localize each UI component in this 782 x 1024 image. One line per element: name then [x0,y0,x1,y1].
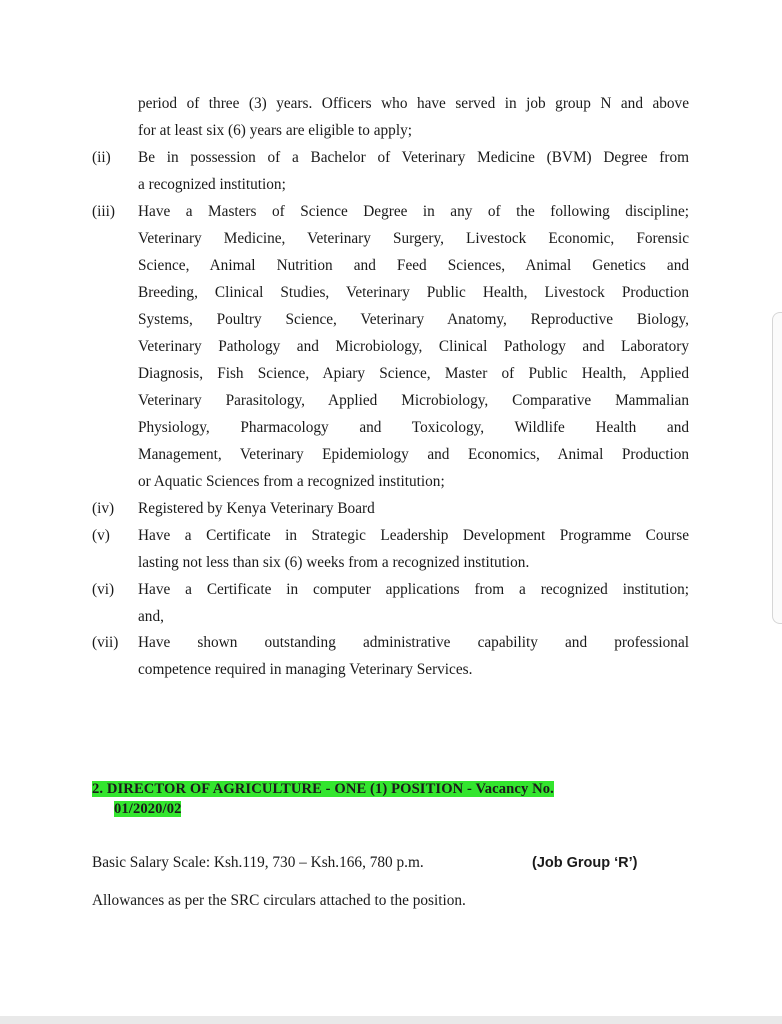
item-ii-line-1: Be in possession of a Bachelor of Veterinary Medicine (BVM) Degree from [138,149,689,166]
item-number-iii: (iii) [92,203,115,220]
section-heading-cont [114,799,181,819]
item-iii-line-3: Science, Animal Nutrition and Feed Sciences, Animal Genetics and [138,257,689,274]
basic-salary-scale: Basic Salary Scale: Ksh.119, 730 – Ksh.166, 780 p.m. [92,854,424,871]
item-v-line-2: lasting not less than six (6) weeks from a recognized institution. [138,554,530,571]
item-iii-line-2: Veterinary Medicine, Veterinary Surgery, Livestock Economic, Forensic [138,230,689,247]
item-number-v: (v) [92,527,110,544]
item-vii-line-2: competence required in managing Veterinary Services. [138,661,473,678]
item-iii-line-1: Have a Masters of Science Degree in any of the following discipline; [138,203,689,220]
item-iii-line-5: Systems, Poultry Science, Veterinary Anatomy, Reproductive Biology, [138,311,689,328]
item-iv-line-1: Registered by Kenya Veterinary Board [138,500,375,517]
item-ii-line-2: a recognized institution; [138,176,286,193]
bottom-edge [0,1016,782,1024]
item-number-vii: (vii) [92,634,119,651]
item-vi-line-2: and, [138,608,164,625]
section-heading [92,779,554,799]
item-iii-line-8: Veterinary Parasitology, Applied Microbiology, Comparative Mammalian [138,392,689,409]
item-vii-line-1: Have shown outstanding administrative capability and professional [138,634,689,651]
item-iii-line-7: Diagnosis, Fish Science, Apiary Science, Master of Public Health, Applied [138,365,689,382]
item-number-ii: (ii) [92,149,111,166]
job-group-label: (Job Group ‘R’) [532,855,638,871]
item-iii-line-9: Physiology, Pharmacology and Toxicology, Wildlife Health and [138,419,689,436]
item-iii-line-6: Veterinary Pathology and Microbiology, Clinical Pathology and Laboratory [138,338,689,355]
item-iii-line-10: Management, Veterinary Epidemiology and Economics, Animal Production [138,446,689,463]
scroll-indicator[interactable] [772,312,782,624]
item-vi-line-1: Have a Certificate in computer applications from a recognized institution; [138,581,689,598]
vacancy-number: 01/2020/02 [114,801,182,817]
item-iii-line-4: Breeding, Clinical Studies, Veterinary Public Health, Livestock Production [138,284,689,301]
intro-line-2: for at least six (6) years are eligible to apply; [138,122,412,139]
item-v-line-1: Have a Certificate in Strategic Leadership Development Programme Course [138,527,689,544]
section-heading-line-1: 2. DIRECTOR OF AGRICULTURE - ONE (1) POSITION - Vacancy No. [92,781,554,797]
allowances-text: Allowances as per the SRC circulars attached to the position. [92,892,466,909]
item-iii-line-11: or Aquatic Sciences from a recognized institution; [138,473,445,490]
item-number-vi: (vi) [92,581,115,598]
intro-line-1: period of three (3) years. Officers who have served in job group N and above [138,95,689,112]
item-number-iv: (iv) [92,500,115,517]
